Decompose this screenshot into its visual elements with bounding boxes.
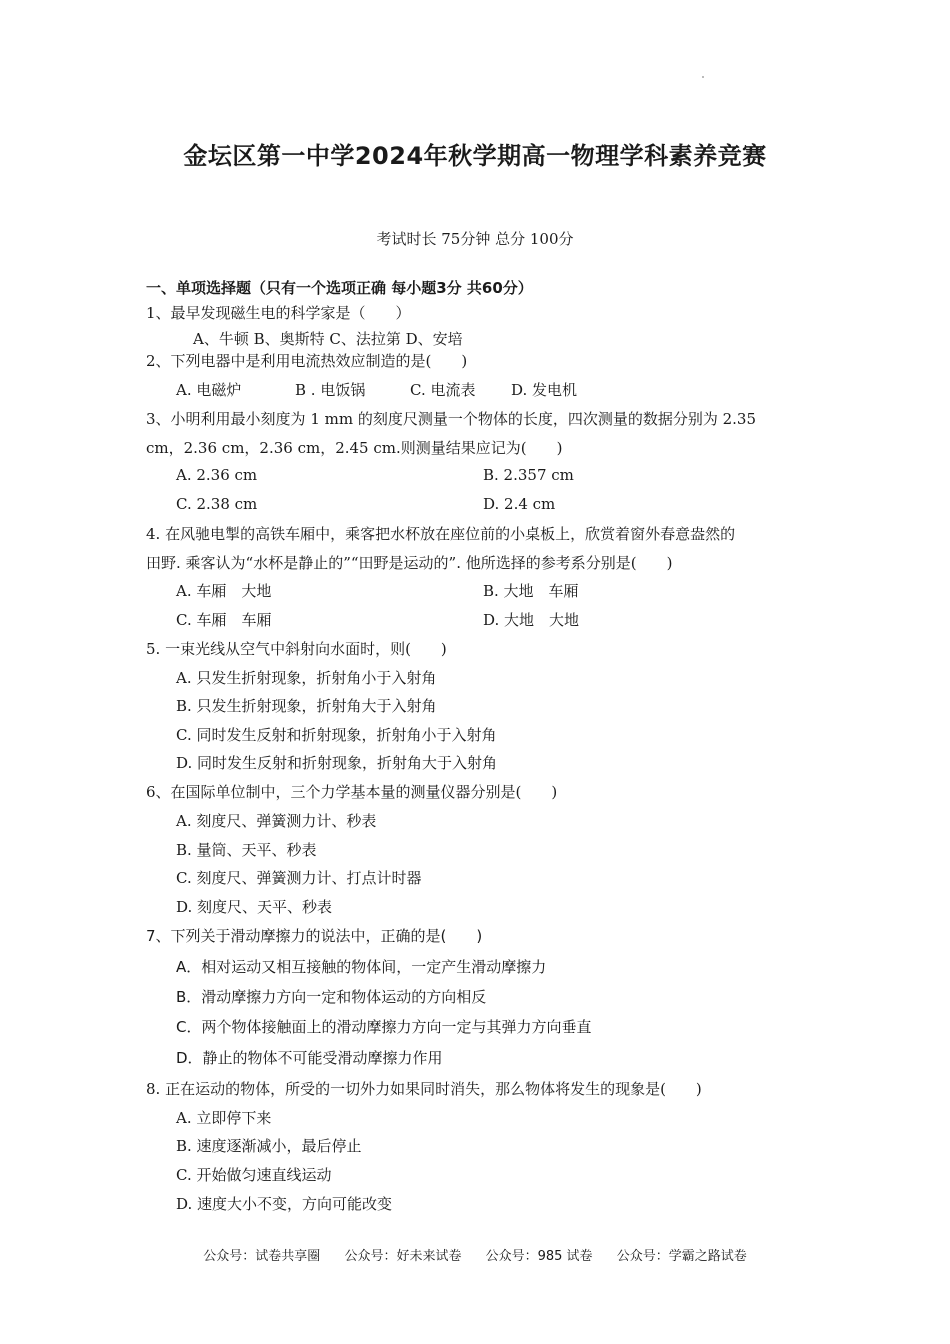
footer-item-2: 公众号：好未来试卷 — [344, 1249, 462, 1264]
question-5-option-b: B. 只发生折射现象，折射角大于入射角 — [176, 697, 437, 715]
question-2-stem: 2、下列电器中是利用电流热效应制造的是( ) — [146, 352, 468, 370]
page-title: 金坛区第一中学2024年秋学期高一物理学科素养竞赛 — [183, 142, 767, 170]
question-6-option-a: A. 刻度尺、弹簧测力计、秒表 — [176, 812, 377, 830]
question-3-stem-line-1: 3、小明利用最小刻度为 1 mm 的刻度尺测量一个物体的长度，四次测量的数据分别为 2.35 — [146, 410, 757, 428]
question-5-option-c: C. 同时发生反射和折射现象，折射角小于入射角 — [176, 726, 497, 744]
question-3-option-a: A. 2.36 cm — [176, 466, 258, 484]
question-6-option-b: B. 量筒、天平、秒表 — [176, 841, 317, 859]
question-7-option-d: D．静止的物体不可能受滑动摩擦力作用 — [176, 1049, 443, 1067]
footer-item-1: 公众号：试卷共享圈 — [203, 1249, 321, 1264]
question-3-stem-line-2: cm，2.36 cm，2.36 cm，2.45 cm.则测量结果应记为( ) — [146, 439, 563, 457]
question-5-option-a: A. 只发生折射现象，折射角小于入射角 — [176, 669, 437, 687]
footer-item-3: 公众号：985 试卷 — [485, 1249, 593, 1264]
question-7-option-b: B．滑动摩擦力方向一定和物体运动的方向相反 — [176, 988, 487, 1006]
footer — [0, 1245, 950, 1264]
question-5-option-d: D. 同时发生反射和折射现象，折射角大于入射角 — [176, 754, 498, 772]
question-8-option-a: A. 立即停下来 — [176, 1109, 272, 1127]
question-7-option-c: C．两个物体接触面上的滑动摩擦力方向一定与其弹力方向垂直 — [176, 1018, 592, 1036]
question-2-option-a: A. 电磁炉 — [176, 381, 242, 399]
question-6-option-d: D. 刻度尺、天平、秒表 — [176, 898, 333, 916]
section-heading: 一、单项选择题（只有一个选项正确 每小题3分 共60分） — [146, 279, 533, 297]
question-8-stem: 8. 正在运动的物体，所受的一切外力如果同时消失，那么物体将发生的现象是( ) — [146, 1080, 702, 1098]
question-8-option-b: B. 速度逐渐减小，最后停止 — [176, 1137, 362, 1155]
question-3-option-c: C. 2.38 cm — [176, 495, 258, 513]
question-2-option-c: C. 电流表 — [410, 381, 476, 399]
question-7-option-a: A．相对运动又相互接触的物体间，一定产生滑动摩擦力 — [176, 958, 547, 976]
question-2-option-b: B . 电饭锅 — [295, 381, 366, 399]
question-2-option-d: D. 发电机 — [511, 381, 578, 399]
scan-dot — [702, 76, 704, 78]
question-3-option-b: B. 2.357 cm — [483, 466, 574, 484]
question-3-option-d: D. 2.4 cm — [483, 495, 556, 513]
question-4-option-b: B. 大地 车厢 — [483, 582, 579, 600]
footer-item-4: 公众号：学霸之路试卷 — [616, 1249, 747, 1264]
question-8-option-d: D. 速度大小不变，方向可能改变 — [176, 1195, 393, 1213]
question-4-stem-line-2: 田野. 乘客认为“水杯是静止的”“田野是运动的”. 他所选择的参考系分别是( ) — [146, 554, 673, 572]
question-4-option-c: C. 车厢 车厢 — [176, 611, 272, 629]
question-6-option-c: C. 刻度尺、弹簧测力计、打点计时器 — [176, 869, 422, 887]
question-4-stem-line-1: 4. 在风驰电掣的高铁车厢中，乘客把水杯放在座位前的小桌板上，欣赏着窗外春意盎然的 — [146, 525, 736, 543]
question-4-option-d: D. 大地 大地 — [483, 611, 580, 629]
exam-info: 考试时长 75分钟 总分 100分 — [376, 230, 574, 248]
question-1-options: A、牛顿 B、奥斯特 C、法拉第 D、安培 — [193, 330, 463, 348]
question-7-stem: 7、下列关于滑动摩擦力的说法中，正确的是( ) — [146, 927, 483, 945]
question-4-option-a: A. 车厢 大地 — [176, 582, 272, 600]
question-6-stem: 6、在国际单位制中，三个力学基本量的测量仪器分别是( ) — [146, 783, 558, 801]
question-8-option-c: C. 开始做匀速直线运动 — [176, 1166, 332, 1184]
question-1-stem: 1、最早发现磁生电的科学家是（ ） — [146, 304, 411, 322]
question-5-stem: 5. 一束光线从空气中斜射向水面时，则( ) — [146, 640, 447, 658]
